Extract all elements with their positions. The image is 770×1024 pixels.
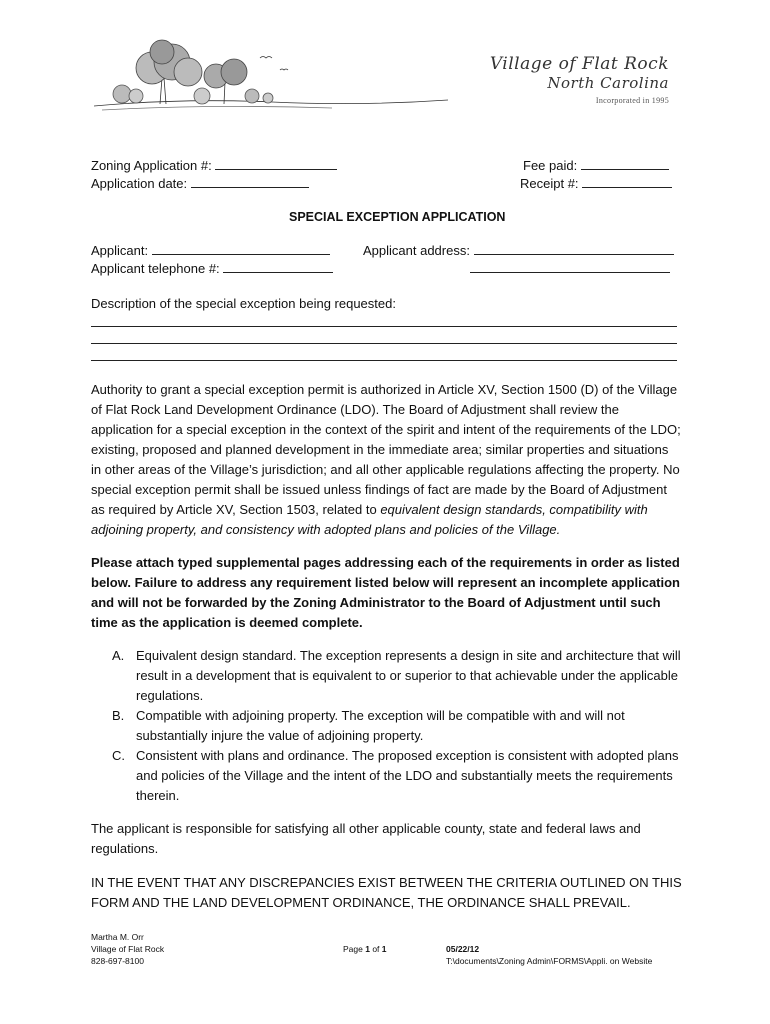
form-title: SPECIAL EXCEPTION APPLICATION (289, 210, 506, 224)
requirement-letter: C. (112, 748, 125, 763)
page-prefix: Page (343, 944, 366, 954)
village-title: Village of Flat Rock (489, 54, 669, 74)
applicant-input[interactable] (152, 242, 330, 255)
fee-paid-field (523, 157, 669, 175)
description-line-1[interactable] (91, 326, 677, 327)
village-subtitle: North Carolina (547, 74, 669, 92)
authority-paragraph (91, 380, 681, 540)
footer-org: Village of Flat Rock (91, 944, 165, 954)
application-date-label: Application date: (91, 176, 188, 191)
authority-text: Authority to grant a special exception permit is authorized in Article XV, Section 1500 (D) of the Village of Flat Rock Land Development Ordinance (LDO). The Board of Adjustment shall review the application for a special exception in the context of the spirit and intent of the requirements of the LDO; existing, proposed and planned development in the immediate area; similar properties and situations in other areas of the Village’s jurisdiction; and all other applicable regulations affecting the property. No special exception permit shall be issued unless findings of fact are made by the Board of Adjustment as required by Article XV, Section 1503, related to (91, 382, 681, 517)
fee-paid-label: Fee paid: (523, 158, 578, 173)
requirement-text: Compatible with adjoining property. The exception will be compatible with and will not substantially injure the value of adjoining property. (136, 708, 625, 743)
footer-meta (446, 943, 652, 967)
applicant-field (91, 242, 330, 260)
zoning-application-input[interactable] (215, 157, 337, 170)
applicant-address-input[interactable] (474, 242, 674, 255)
letterhead (92, 38, 687, 118)
receipt-label: Receipt #: (520, 176, 579, 191)
applicant-telephone-label: Applicant telephone #: (91, 261, 220, 276)
requirement-item-a (112, 646, 684, 706)
page-num: 1 (365, 944, 370, 954)
footer-phone: 828-697-8100 (91, 956, 144, 966)
requirement-letter: B. (112, 708, 125, 723)
incorporated-note: Incorporated in 1995 (595, 96, 669, 105)
applicant-address-input-2[interactable] (470, 260, 670, 273)
footer-contact (91, 931, 164, 967)
footer-date: 05/22/12 (446, 944, 480, 954)
zoning-application-label: Zoning Application #: (91, 158, 212, 173)
description-line-3[interactable] (91, 360, 677, 361)
responsibility-paragraph: The applicant is responsible for satisfying all other applicable county, state and federal laws and regulations. (91, 821, 641, 856)
requirement-item-b (112, 706, 684, 746)
applicant-address-label: Applicant address: (363, 243, 470, 258)
page-total: 1 (381, 944, 387, 954)
application-date-input[interactable] (191, 175, 309, 188)
footer-name: Martha M. Orr (91, 932, 144, 942)
requirement-item-c (112, 746, 684, 806)
application-date-field (91, 175, 309, 193)
zoning-application-field (91, 157, 337, 175)
requirement-text: Equivalent design standard. The exception represents a design in site and architecture that will result in a development that is equivalent to or superior to that achievable under the applicable regulations. (136, 648, 681, 703)
footer-page-number (343, 943, 387, 955)
applicant-telephone-input[interactable] (223, 260, 333, 273)
requirement-text: Consistent with plans and ordinance. The proposed exception is consistent with adopted plans and policies of the Village and the intent of the LDO and substantially meets the requirements therein. (136, 748, 679, 803)
fee-paid-input[interactable] (581, 157, 669, 170)
applicant-label: Applicant: (91, 243, 149, 258)
authority-italic-text: equivalent design standards, compatibility with adjoining property, and consistency with adopted plans and policies of the Village. (91, 502, 648, 537)
footer-path: T:\documents\Zoning Admin\FORMS\Appli. on Website (446, 956, 653, 966)
trees-sketch-icon (92, 38, 452, 118)
applicant-address-field (363, 242, 674, 260)
receipt-field (520, 175, 672, 193)
receipt-input[interactable] (582, 175, 672, 188)
instructions-paragraph: Please attach typed supplemental pages addressing each of the requirements in order as listed below. Failure to address any requirement listed below will represent an incomplete application and will not be forwarded by the Zoning Administrator to the Board of Adjustment until such time as the application is deemed complete. (91, 555, 680, 630)
applicant-telephone-field (91, 260, 333, 278)
applicant-address-line2 (470, 260, 670, 278)
description-label: Description of the special exception being requested: (91, 296, 396, 311)
discrepancy-paragraph: IN THE EVENT THAT ANY DISCREPANCIES EXIST BETWEEN THE CRITERIA OUTLINED ON THIS FORM AND THE LAND DEVELOPMENT ORDINANCE, THE ORDINANCE SHALL PREVAIL. (91, 875, 682, 910)
requirement-letter: A. (112, 648, 125, 663)
description-line-2[interactable] (91, 343, 677, 344)
page-of: of (369, 944, 382, 954)
